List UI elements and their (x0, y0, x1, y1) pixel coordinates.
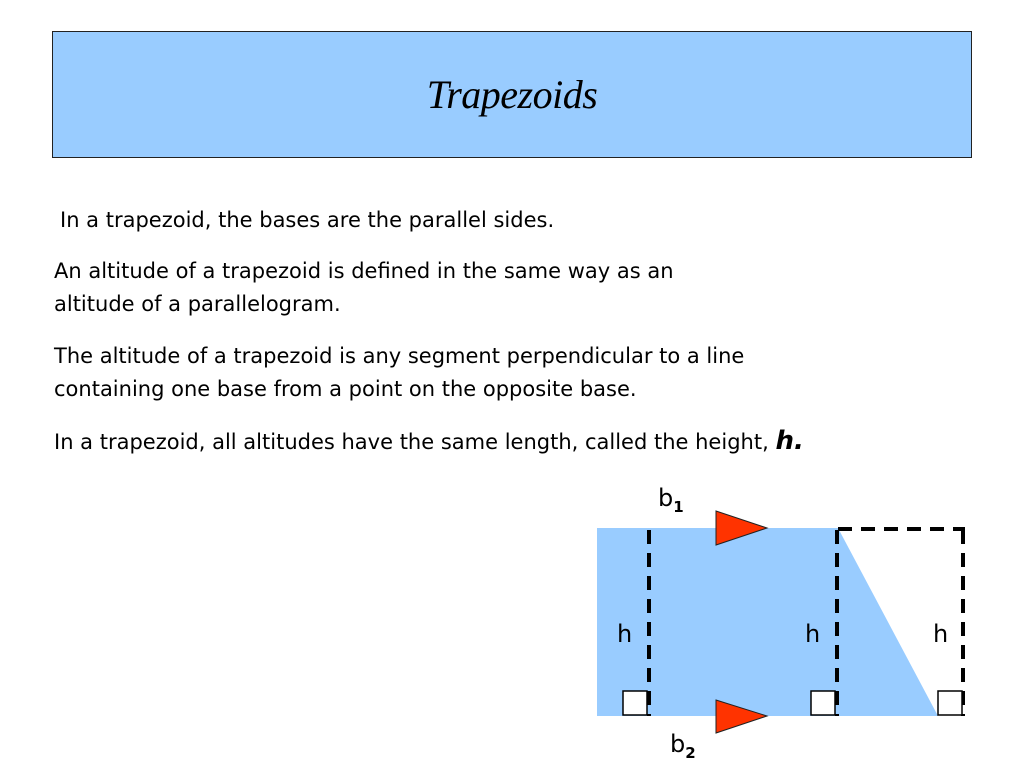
label-b2: $b_2$ (670, 730, 696, 762)
paragraph-altitude-line-1: An altitude of a trapezoid is defined in the same way as an (54, 259, 674, 283)
paragraph-perpendicular-line-2: containing one base from a point on the opposite base. (54, 377, 637, 401)
paragraph-bases-text: In a trapezoid, the bases are the parallel sides. (60, 208, 555, 232)
label-b1: $b_1$ (658, 484, 684, 516)
paragraph-height-text: In a trapezoid, all altitudes have the same length, called the height, (54, 430, 769, 454)
slide-title: Trapezoids (426, 72, 598, 117)
label-h-middle: h (805, 620, 821, 648)
label-h-left: h (617, 620, 633, 648)
paragraph-altitude-line-2: altitude of a parallelogram. (54, 292, 341, 316)
right-angle-marker-middle (811, 691, 835, 715)
label-h-right: h (933, 620, 949, 648)
right-angle-marker-left (623, 691, 647, 715)
paragraph-perpendicular-line-1: The altitude of a trapezoid is any segment perpendicular to a line (54, 344, 745, 368)
height-variable: h. (775, 426, 804, 456)
right-angle-marker-right (938, 691, 962, 715)
